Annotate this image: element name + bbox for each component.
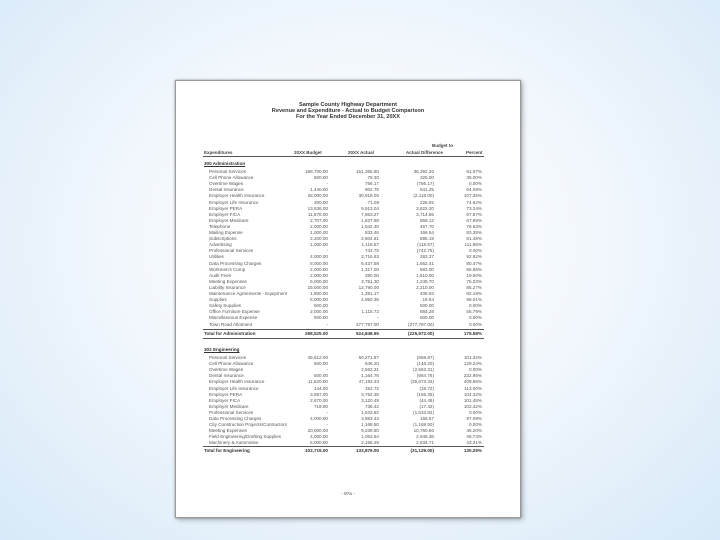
percent-cell: 43.31% — [466, 440, 482, 446]
table-row — [176, 410, 520, 416]
actual-cell: 390.00 — [364, 272, 379, 278]
actual-cell: 71.08 — [367, 199, 379, 205]
row-label: Subscriptions — [209, 236, 237, 242]
percent-cell: 99.01% — [466, 297, 482, 303]
percent-cell: 19.50% — [466, 272, 482, 278]
difference-cell: 500.00 — [419, 315, 434, 321]
difference-cell: (18.72) — [419, 385, 434, 391]
percent-cell: 82.18% — [466, 291, 482, 296]
table-row — [176, 200, 520, 206]
row-label: City Construction Projects/Contractors — [209, 422, 287, 428]
actual-cell: 902.75 — [364, 187, 379, 193]
row-label: Mailing Expense — [209, 230, 243, 235]
percent-cell: 111.86% — [464, 242, 482, 248]
percent-cell: 46.20% — [466, 428, 482, 434]
actual-cell: 2,563.31 — [361, 367, 379, 373]
budget-cell: 5,000.00 — [310, 278, 328, 284]
difference-cell: 228.92 — [419, 199, 434, 205]
row-label: Utilities — [209, 254, 224, 260]
actual-cell: 1,053.64 — [361, 434, 379, 440]
table-row — [176, 422, 520, 428]
budget-cell: 500.00 — [313, 361, 328, 367]
total-rule — [203, 329, 484, 330]
budget-cell: - — [326, 409, 328, 415]
budget-cell: 500.00 — [313, 303, 328, 309]
budget-cell: 1,800.00 — [310, 291, 328, 296]
actual-cell: 162.72 — [364, 385, 379, 391]
actual-cell: 3,752.35 — [361, 391, 379, 397]
table-row — [176, 355, 520, 361]
table-row — [176, 254, 520, 260]
percent-cell: 0.00% — [468, 367, 482, 373]
table-row — [176, 193, 520, 199]
budget-cell: - — [326, 367, 328, 373]
actual-cell: 2,604.81 — [361, 236, 379, 242]
total-row — [176, 448, 520, 454]
difference-cell: 2,834.71 — [416, 440, 434, 446]
percent-cell: 46.73% — [466, 434, 482, 440]
row-label: Employer Life Insurance — [209, 199, 259, 205]
row-label: Personal Services — [209, 169, 247, 174]
table-row — [176, 224, 520, 230]
budget-cell: 2,000.00 — [310, 272, 328, 278]
row-label: Field Engineering/Drafting Supplies — [209, 434, 282, 440]
actual-cell: 1,837.88 — [361, 217, 379, 223]
difference-cell: (31,129.00) — [410, 448, 434, 453]
table-row — [176, 428, 520, 434]
row-label: Telephone — [209, 223, 231, 229]
table-row — [176, 218, 520, 224]
percent-cell: 85.27% — [466, 284, 482, 290]
percent-cell: 97.09% — [466, 416, 482, 421]
budget-cell: 8,000.00 — [310, 260, 328, 266]
difference-cell: 166.57 — [419, 416, 434, 421]
budget-cell: - — [326, 422, 328, 428]
percent-cell: 409.66% — [463, 379, 482, 385]
row-label: Personal Services — [209, 355, 247, 360]
budget-cell: 2,000.00 — [310, 223, 328, 229]
table-row — [176, 181, 520, 187]
actual-cell: 1,164.76 — [361, 373, 379, 379]
total-rule — [203, 446, 484, 447]
row-label: Data Processing Charges — [209, 416, 262, 421]
report-title: Sample County Highway Department — [299, 102, 397, 108]
percent-cell: 81.07% — [466, 169, 482, 174]
row-label: Dental Insurance — [209, 187, 244, 193]
budget-cell: 500.00 — [313, 373, 328, 379]
actual-cell: 2,165.29 — [361, 440, 379, 446]
budget-cell: 5,000.00 — [310, 440, 328, 446]
percent-cell: 83.35% — [466, 230, 482, 235]
budget-cell: 1,000.00 — [310, 242, 328, 248]
difference-cell: (146.20) — [416, 361, 434, 367]
budget-cell: 3,597.00 — [310, 391, 328, 397]
row-label: Audit Fees — [209, 272, 231, 278]
row-label: Machinery & Automotive — [209, 440, 259, 446]
difference-cell: 2,210.00 — [416, 284, 434, 290]
actual-cell: 1,542.30 — [361, 223, 379, 229]
actual-cell: - — [377, 315, 379, 321]
difference-cell: 500.00 — [419, 303, 434, 309]
row-label: Town Road Allotment — [209, 321, 253, 327]
budget-cell: 1,440.00 — [310, 187, 328, 193]
budget-cell: 300.00 — [313, 199, 328, 205]
row-label: Total for Engineering — [204, 448, 250, 453]
difference-cell: (742.75) — [416, 248, 434, 254]
row-label: Employer Health Insurance — [209, 379, 265, 385]
difference-cell: 166.54 — [419, 230, 434, 235]
budget-cell: 4,000.00 — [310, 416, 328, 421]
actual-cell: 646.20 — [364, 361, 379, 367]
percent-cell: 0.00% — [468, 181, 482, 187]
table-row — [176, 267, 520, 273]
row-label: Safety Supplies — [209, 303, 241, 309]
budget-cell: 2,707.00 — [310, 217, 328, 223]
row-label: Overtime Wages — [209, 181, 244, 187]
row-label: Employer PERA — [209, 391, 243, 397]
budget-cell: 500.00 — [313, 315, 328, 321]
difference-cell: (17.42) — [419, 403, 434, 409]
budget-cell: 5,000.00 — [310, 297, 328, 303]
table-row — [176, 169, 520, 175]
actual-cell: 1,533.82 — [361, 409, 379, 415]
difference-cell: 869.12 — [419, 217, 434, 223]
percent-cell: 232.95% — [463, 373, 482, 379]
table-row — [176, 434, 520, 440]
column-header-budget-to: Budget to — [432, 143, 453, 148]
table-row — [176, 187, 520, 193]
row-label: Total for Administration — [204, 331, 256, 336]
budget-cell: 11,520.00 — [307, 379, 328, 385]
difference-cell: (1,168.50) — [413, 422, 434, 428]
budget-cell: 102,715.00 — [305, 448, 328, 453]
budget-cell: 4,000.00 — [310, 254, 328, 260]
actual-cell: 756.17 — [364, 181, 379, 187]
table-row — [176, 212, 520, 218]
actual-cell: 1,168.50 — [361, 422, 379, 428]
percent-cell: 113.00% — [464, 385, 482, 391]
row-label: Meeting Expenses — [209, 278, 247, 284]
table-row — [176, 236, 520, 242]
percent-cell: 65.85% — [466, 266, 482, 272]
table-row — [176, 392, 520, 398]
actual-cell: 78.30 — [367, 175, 379, 181]
row-label: Meeting Expenses — [209, 428, 247, 434]
percent-cell: 0.00% — [468, 321, 482, 327]
actual-cell: 1,118.57 — [361, 242, 379, 248]
row-label: Maintenance Agreements - Equipment — [209, 291, 288, 296]
row-label: Advertising — [209, 242, 232, 248]
actual-cell: 3,120.49 — [361, 397, 379, 403]
budget-cell: 2,670.00 — [310, 397, 328, 403]
difference-cell: 3,714.65 — [416, 211, 434, 217]
row-label: Data Processing Charges — [209, 260, 262, 266]
percent-cell: 80.47% — [466, 260, 482, 266]
row-label: Employer Health Insurance — [209, 193, 265, 199]
budget-cell: 144.00 — [313, 385, 328, 391]
table-row — [176, 248, 520, 254]
budget-cell: 11,578.00 — [307, 211, 328, 217]
actual-cell: 742.75 — [364, 248, 379, 254]
difference-cell: 683.00 — [419, 266, 434, 272]
table-row — [176, 261, 520, 267]
percent-cell: 107.35% — [463, 193, 482, 199]
actual-cell: 30,918.00 — [358, 193, 379, 199]
column-header-actual: 20XX Actual — [348, 150, 374, 155]
table-row — [176, 230, 520, 236]
column-header-percent: Percent — [466, 150, 483, 155]
table-row — [176, 273, 520, 279]
percent-cell: 67.89% — [466, 217, 482, 223]
difference-cell: (756.17) — [416, 181, 434, 187]
table-row — [176, 404, 520, 410]
row-label: Cell Phone Allowance — [209, 361, 254, 367]
actual-cell: 1,115.72 — [361, 309, 379, 315]
percent-cell: 0.00% — [468, 409, 482, 415]
actual-cell: 524,848.95 — [356, 331, 379, 336]
percent-cell: 35.00% — [466, 175, 482, 181]
column-header-budget: 20XX Budget — [294, 150, 322, 155]
table-row — [176, 285, 520, 291]
budget-cell: 500.00 — [313, 175, 328, 181]
percent-cell: 0.00% — [468, 303, 482, 309]
difference-cell: 10,760.50 — [413, 428, 434, 434]
section-heading: 300 Administration — [204, 161, 246, 166]
difference-cell: 408.83 — [419, 291, 434, 296]
actual-cell: 133,876.00 — [356, 448, 379, 453]
row-label: Employer FICA — [209, 211, 241, 217]
budget-cell: 188,700.00 — [305, 169, 328, 174]
percent-cell: 102.42% — [463, 403, 482, 409]
table-row — [176, 315, 520, 321]
actual-cell: - — [377, 303, 379, 309]
budget-cell: 2,000.00 — [310, 266, 328, 272]
difference-cell: 595.19 — [419, 236, 434, 242]
table-row — [176, 398, 520, 404]
row-label: Overtime Wages — [209, 367, 244, 373]
actual-cell: 6,437.59 — [361, 260, 379, 266]
column-header-expenditures: Expenditures — [204, 150, 233, 155]
total-row — [176, 331, 520, 337]
budget-cell: - — [326, 321, 328, 327]
budget-cell: 13,536.00 — [307, 205, 328, 211]
percent-cell: 73.24% — [466, 205, 482, 211]
difference-cell: 1,562.41 — [416, 260, 434, 266]
percent-cell: 75.03% — [466, 278, 482, 284]
difference-cell: 283.37 — [419, 254, 434, 260]
actual-cell: 9,913.04 — [361, 205, 379, 211]
percent-cell: 0.00% — [468, 315, 482, 321]
percent-cell: 104.32% — [463, 391, 482, 397]
percent-cell: 175.58% — [463, 331, 482, 336]
budget-cell: 28,000.00 — [307, 193, 328, 199]
table-row — [176, 206, 520, 212]
actual-cell: 4,950.36 — [361, 297, 379, 303]
budget-cell: 4,000.00 — [310, 434, 328, 440]
difference-cell: 1,610.00 — [416, 272, 434, 278]
header-rule — [203, 156, 484, 157]
report-subtitle: Revenue and Expenditure - Actual to Budget Comparison — [271, 108, 425, 114]
row-label: Employer FICA — [209, 397, 241, 403]
total-rule — [203, 338, 484, 339]
budget-cell: 2,200.00 — [310, 236, 328, 242]
table-row — [176, 361, 520, 367]
percent-cell: 55.79% — [466, 309, 482, 315]
actual-cell: 47,193.33 — [358, 379, 379, 385]
difference-cell: 325.00 — [419, 175, 434, 181]
row-label: Dental Insurance — [209, 373, 244, 379]
difference-cell: (1,533.82) — [413, 409, 434, 415]
row-label: Cell Phone Allowance — [209, 175, 254, 181]
table-row — [176, 309, 520, 315]
difference-cell: 1,248.70 — [416, 278, 434, 284]
row-label: Professional Services — [209, 409, 254, 415]
actual-cell: 3,883.43 — [361, 416, 379, 421]
row-label: Employer Life Insurance — [209, 385, 259, 391]
actual-cell: 3,751.30 — [361, 278, 379, 284]
percent-cell: 67.87% — [466, 211, 482, 217]
actual-cell: 9,239.50 — [361, 428, 379, 434]
column-header-difference: Actual Difference — [406, 150, 444, 155]
percent-cell: 0.00% — [468, 248, 482, 254]
table-row — [176, 242, 520, 248]
row-label: Liability Insurance — [209, 284, 246, 290]
difference-cell: (225,972.00) — [407, 331, 434, 336]
percent-cell: 101.32% — [463, 355, 482, 360]
table-row — [176, 322, 520, 328]
row-label: Employer PERA — [209, 205, 243, 211]
percent-cell: 64.08% — [466, 187, 482, 193]
row-label: Miscellaneous Expense — [209, 315, 258, 321]
difference-cell: 19.64 — [422, 297, 434, 303]
budget-cell: 2,000.00 — [310, 309, 328, 315]
percent-cell: 130.29% — [463, 448, 482, 453]
actual-cell: 1,391.17 — [361, 291, 379, 296]
difference-cell: (2,118.00) — [413, 193, 434, 199]
percent-cell: 76.63% — [466, 223, 482, 229]
budget-cell: - — [326, 181, 328, 187]
budget-cell: 1,000.00 — [310, 230, 328, 235]
table-row — [176, 279, 520, 285]
row-label: Professional Services — [209, 248, 254, 254]
row-label: Employer Medicare — [209, 403, 249, 409]
table-row — [176, 291, 520, 297]
table-row — [176, 386, 520, 392]
row-label: Supplies — [209, 297, 227, 303]
actual-cell: 736.42 — [364, 403, 379, 409]
difference-cell: (155.35) — [416, 391, 434, 397]
table-row — [176, 416, 520, 422]
difference-cell: 2,946.36 — [416, 434, 434, 440]
table-row — [176, 373, 520, 379]
actual-cell: 50,271.87 — [358, 355, 379, 360]
table-row — [176, 303, 520, 309]
difference-cell: (35,673.33) — [410, 379, 434, 385]
percent-cell: 0.00% — [468, 422, 482, 428]
difference-cell: 541.25 — [419, 187, 434, 193]
percent-cell: 74.62% — [466, 199, 482, 205]
row-label: Employer Medicare — [209, 217, 249, 223]
budget-cell: - — [326, 248, 328, 254]
budget-cell: 15,000.00 — [307, 284, 328, 290]
page-number: - 97a - — [341, 491, 355, 496]
budget-cell: 20,000.00 — [307, 428, 328, 434]
difference-cell: (277,797.00) — [407, 321, 434, 327]
report-period: For the Year Ended December 31, 20XX — [295, 114, 401, 120]
table-row — [176, 297, 520, 303]
table-row — [176, 175, 520, 181]
actual-cell: 3,716.63 — [361, 254, 379, 260]
percent-cell: 101.45% — [463, 397, 482, 403]
budget-cell: 719.00 — [313, 403, 328, 409]
percent-cell: 129.24% — [463, 361, 482, 367]
row-label: Office Furniture Expense — [209, 309, 260, 315]
difference-cell: 457.70 — [419, 223, 434, 229]
difference-cell: 3,622.20 — [416, 205, 434, 211]
percent-cell: 81.48% — [466, 236, 482, 242]
actual-cell: 151,355.80 — [356, 169, 379, 174]
table-row — [176, 379, 520, 385]
percent-cell: 92.92% — [466, 254, 482, 260]
table-row — [176, 367, 520, 373]
difference-cell: (118.57) — [417, 242, 434, 248]
difference-cell: 36,392.20 — [413, 169, 434, 174]
budget-cell: 298,525.00 — [305, 331, 328, 336]
section-heading: 302 Engineering — [204, 347, 240, 352]
actual-cell: 7,863.27 — [361, 211, 379, 217]
difference-cell: (658.87) — [416, 355, 434, 360]
difference-cell: (2,563.31) — [413, 367, 434, 373]
actual-cell: 277,797.00 — [356, 321, 379, 327]
difference-cell: (664.76) — [416, 373, 434, 379]
budget-cell: 45,612.00 — [307, 355, 328, 360]
difference-cell: 884.28 — [419, 309, 434, 315]
row-label: Workmen's Comp — [209, 266, 246, 272]
actual-cell: 1,317.00 — [361, 266, 379, 272]
actual-cell: 833.46 — [364, 230, 379, 235]
document-page — [175, 80, 521, 518]
actual-cell: 12,790.00 — [358, 284, 379, 290]
difference-cell: (44.49) — [419, 397, 434, 403]
